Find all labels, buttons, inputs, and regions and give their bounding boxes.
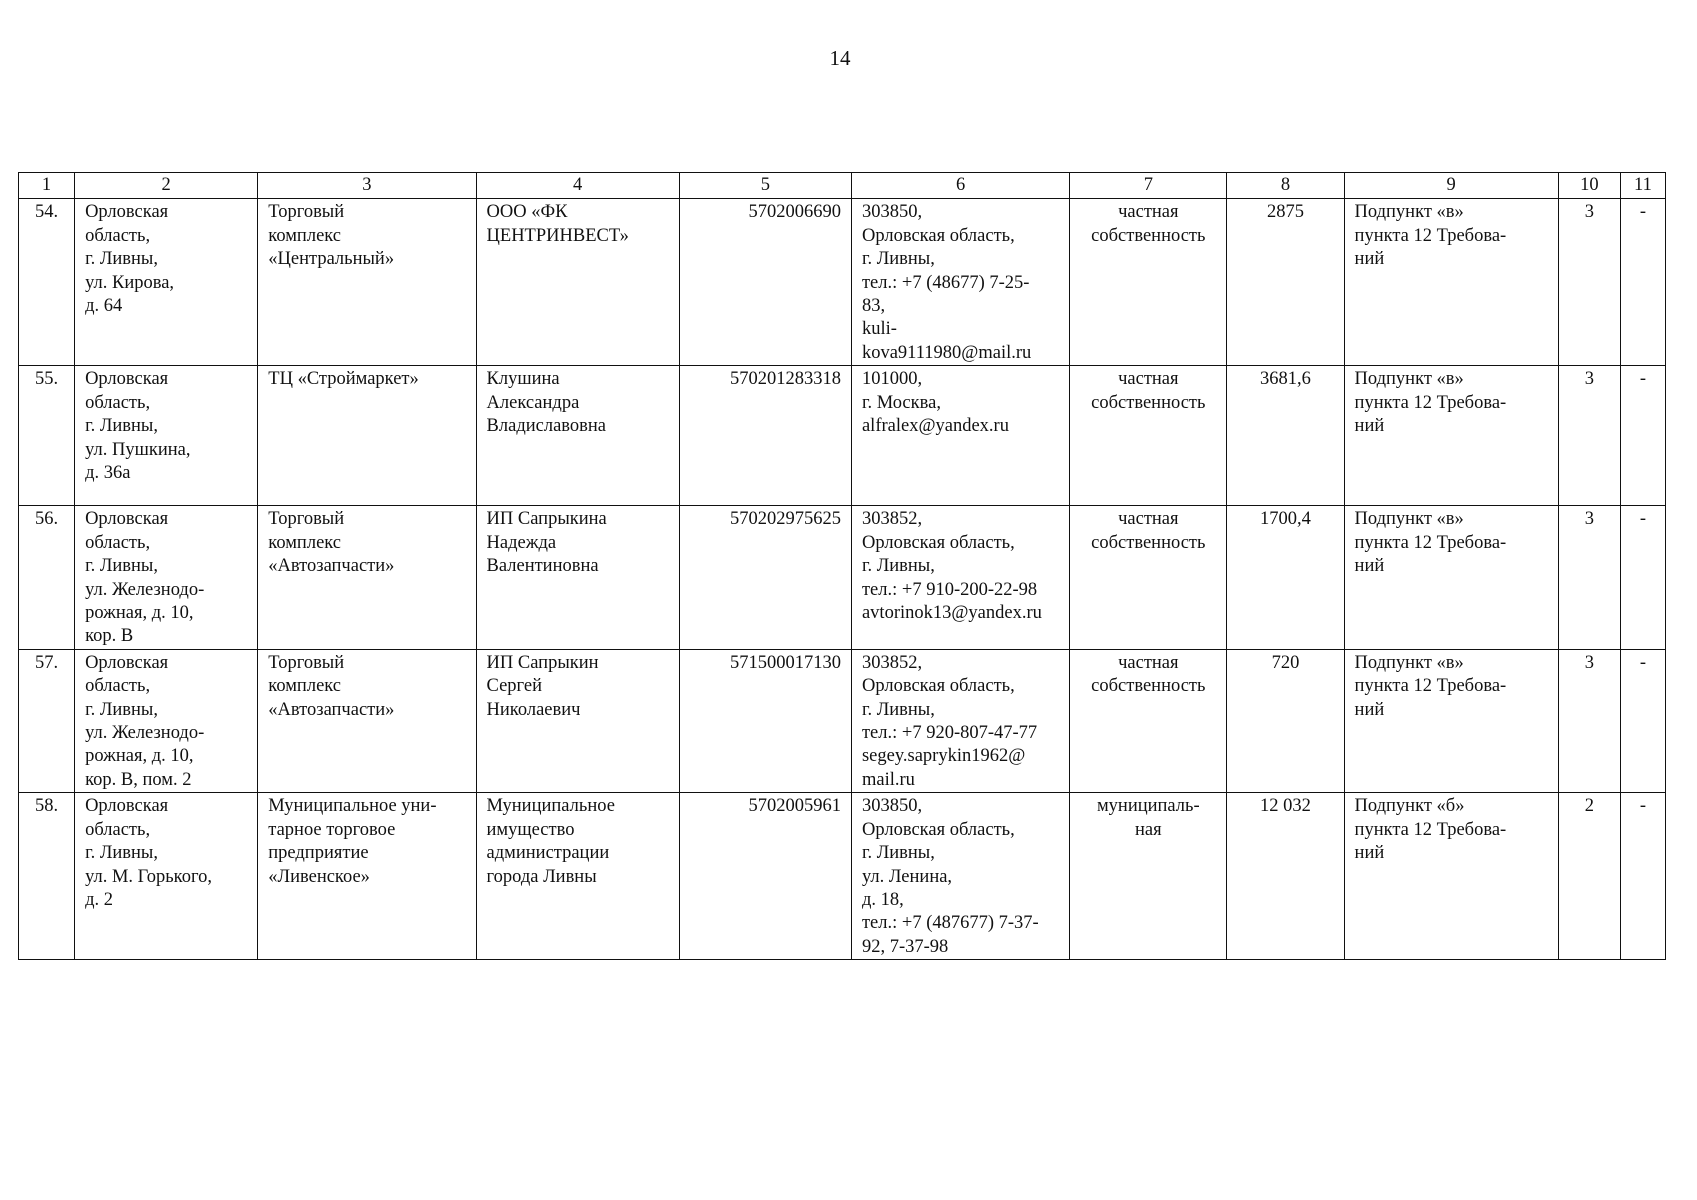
column-11-cell: - — [1620, 793, 1665, 960]
inn-cell: 5702006690 — [679, 199, 851, 366]
contacts-cell: 303852, Орловская область, г. Ливны, тел.: +7 920-807-47-77 segey.saprykin1962@ mail.ru — [851, 649, 1069, 792]
ownership-cell: частная собственность — [1070, 506, 1227, 649]
ownership-cell: частная собственность — [1070, 199, 1227, 366]
address-cell: Орловская область, г. Ливны, ул. Железнодо- рожная, д. 10, кор. В — [75, 506, 258, 649]
contacts-cell: 101000, г. Москва, alfralex@yandex.ru — [851, 366, 1069, 506]
table-row — [19, 199, 1666, 366]
column-11-cell: - — [1620, 199, 1665, 366]
contacts-cell: 303852, Орловская область, г. Ливны, тел.: +7 910-200-22-98 avtorinok13@yandex.ru — [851, 506, 1069, 649]
inn-cell: 571500017130 — [679, 649, 851, 792]
object-name-cell: Торговый комплекс «Автозапчасти» — [258, 506, 476, 649]
row-number-cell: 55. — [19, 366, 75, 506]
basis-cell: Подпункт «в» пункта 12 Требова- ний — [1344, 366, 1558, 506]
area-cell: 12 032 — [1227, 793, 1344, 960]
category-cell: 3 — [1558, 199, 1620, 366]
area-cell: 720 — [1227, 649, 1344, 792]
area-cell: 1700,4 — [1227, 506, 1344, 649]
inn-cell: 570201283318 — [679, 366, 851, 506]
table-row — [19, 793, 1666, 960]
column-number: 8 — [1227, 173, 1344, 199]
column-number: 9 — [1344, 173, 1558, 199]
category-cell: 3 — [1558, 506, 1620, 649]
column-number: 6 — [851, 173, 1069, 199]
category-cell: 3 — [1558, 366, 1620, 506]
contacts-cell: 303850, Орловская область, г. Ливны, ул. Ленина, д. 18, тел.: +7 (487677) 7-37- 92, 7-37-98 — [851, 793, 1069, 960]
registry-table — [18, 172, 1666, 960]
column-number: 10 — [1558, 173, 1620, 199]
category-cell: 3 — [1558, 649, 1620, 792]
column-number: 4 — [476, 173, 679, 199]
object-name-cell: Торговый комплекс «Центральный» — [258, 199, 476, 366]
column-number: 2 — [75, 173, 258, 199]
owner-cell: ООО «ФК ЦЕНТРИНВЕСТ» — [476, 199, 679, 366]
column-number: 3 — [258, 173, 476, 199]
row-number-cell: 57. — [19, 649, 75, 792]
owner-cell: ИП Сапрыкина Надежда Валентиновна — [476, 506, 679, 649]
area-cell: 2875 — [1227, 199, 1344, 366]
basis-cell: Подпункт «б» пункта 12 Требова- ний — [1344, 793, 1558, 960]
basis-cell: Подпункт «в» пункта 12 Требова- ний — [1344, 199, 1558, 366]
ownership-cell: частная собственность — [1070, 649, 1227, 792]
column-number: 5 — [679, 173, 851, 199]
basis-cell: Подпункт «в» пункта 12 Требова- ний — [1344, 506, 1558, 649]
column-11-cell: - — [1620, 366, 1665, 506]
owner-cell: Клушина Александра Владиславовна — [476, 366, 679, 506]
address-cell: Орловская область, г. Ливны, ул. М. Горького, д. 2 — [75, 793, 258, 960]
object-name-cell: Муниципальное уни- тарное торговое предприятие «Ливенское» — [258, 793, 476, 960]
column-number: 1 — [19, 173, 75, 199]
basis-cell: Подпункт «в» пункта 12 Требова- ний — [1344, 649, 1558, 792]
column-numbers-row — [19, 173, 1666, 199]
ownership-cell: муниципаль- ная — [1070, 793, 1227, 960]
category-cell: 2 — [1558, 793, 1620, 960]
inn-cell: 5702005961 — [679, 793, 851, 960]
column-11-cell: - — [1620, 506, 1665, 649]
column-number: 7 — [1070, 173, 1227, 199]
contacts-cell: 303850, Орловская область, г. Ливны, тел.: +7 (48677) 7-25- 83, kuli- kova9111980@mail.ru — [851, 199, 1069, 366]
object-name-cell: Торговый комплекс «Автозапчасти» — [258, 649, 476, 792]
column-number: 11 — [1620, 173, 1665, 199]
column-11-cell: - — [1620, 649, 1665, 792]
row-number-cell: 58. — [19, 793, 75, 960]
table-row — [19, 366, 1666, 506]
table-row — [19, 506, 1666, 649]
table-row — [19, 649, 1666, 792]
inn-cell: 570202975625 — [679, 506, 851, 649]
owner-cell: ИП Сапрыкин Сергей Николаевич — [476, 649, 679, 792]
row-number-cell: 54. — [19, 199, 75, 366]
address-cell: Орловская область, г. Ливны, ул. Кирова, д. 64 — [75, 199, 258, 366]
row-number-cell: 56. — [19, 506, 75, 649]
ownership-cell: частная собственность — [1070, 366, 1227, 506]
address-cell: Орловская область, г. Ливны, ул. Пушкина, д. 36а — [75, 366, 258, 506]
object-name-cell: ТЦ «Строймаркет» — [258, 366, 476, 506]
table-header — [19, 173, 1666, 199]
area-cell: 3681,6 — [1227, 366, 1344, 506]
address-cell: Орловская область, г. Ливны, ул. Железнодо- рожная, д. 10, кор. В, пом. 2 — [75, 649, 258, 792]
page-number: 14 — [829, 46, 851, 70]
owner-cell: Муниципальное имущество администрации города Ливны — [476, 793, 679, 960]
